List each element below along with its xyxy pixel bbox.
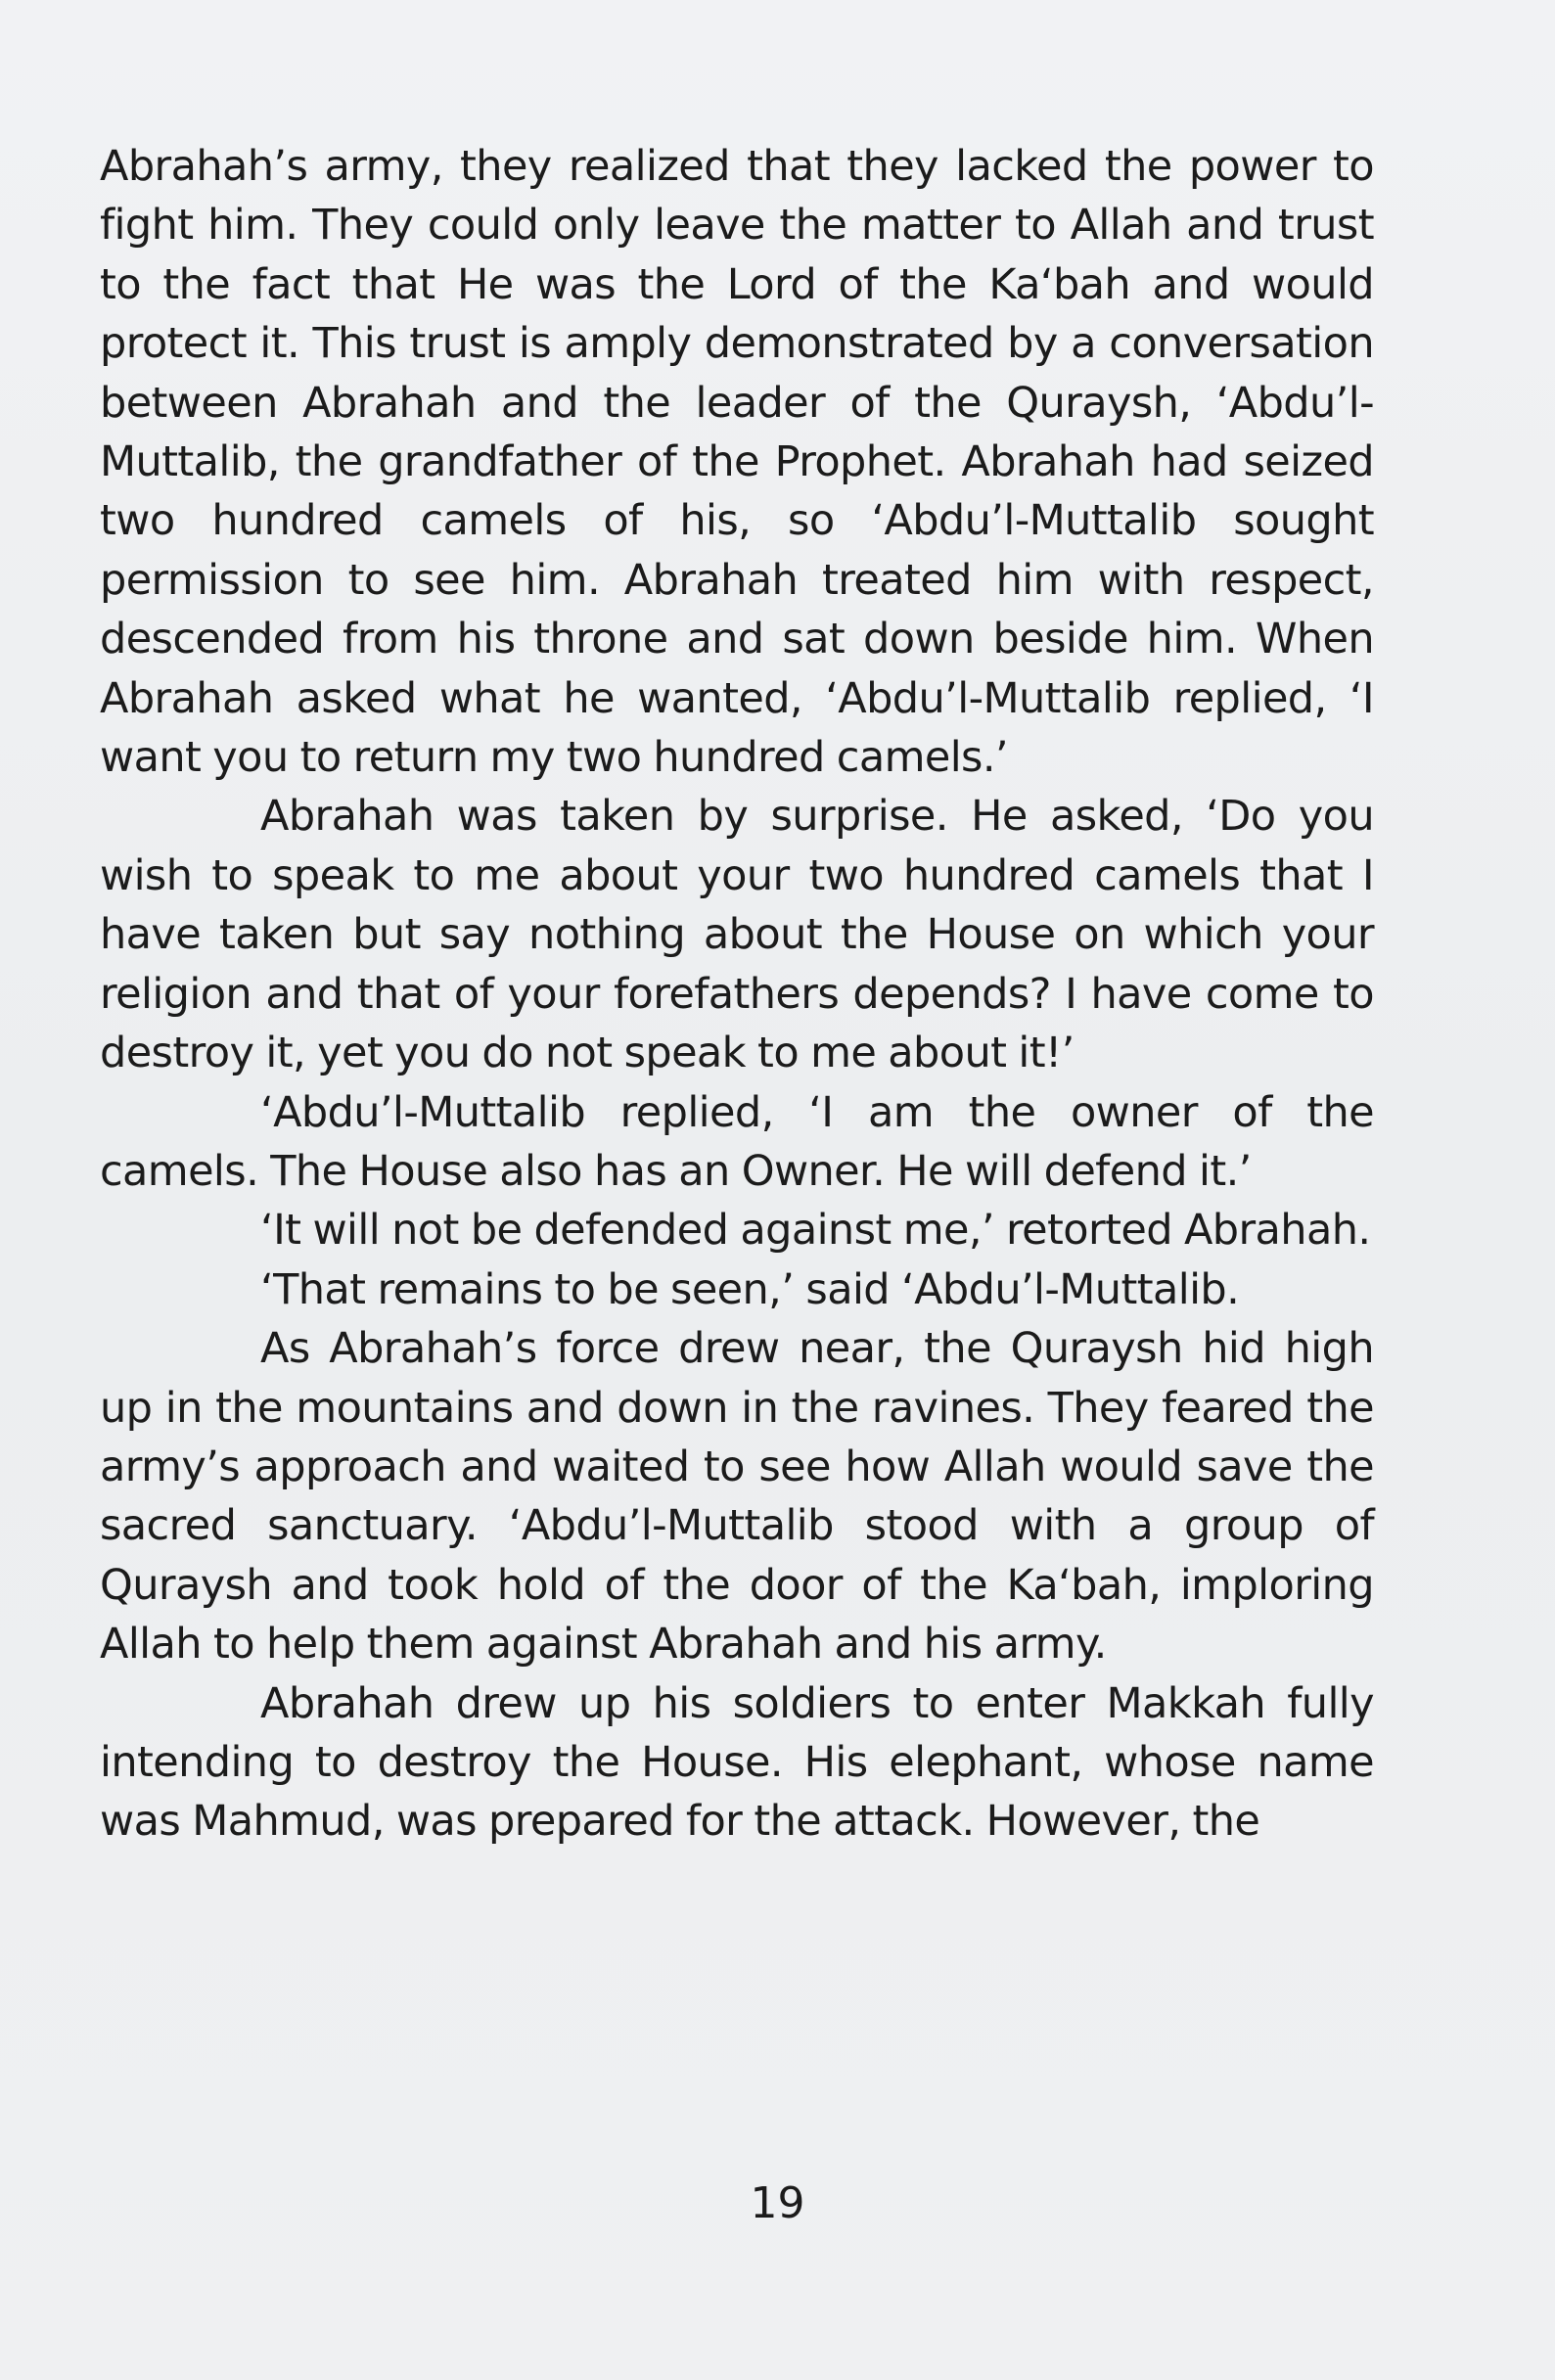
paragraph-2: Abrahah was taken by surprise. He asked, ‘Do you wish to speak to me about your two hundred camels that I have taken but say nothing about the House on which your religion and that of your forefathers depends? I have come to destroy it, yet you do not speak to me about it!’ xyxy=(100,792,1374,1078)
paragraph-5: ‘That remains to be seen,’ said ‘Abdu’l-Muttalib. xyxy=(260,1264,1240,1314)
paragraph-6: As Abrahah’s force drew near, the Quraysh hid high up in the mountains and down in the ravines. They feared the army’s approach and waited to see how Allah would save the sacred sanctuary. ‘Abdu’l-Muttalib stood with a group of Quraysh and took hold of the door of the Ka‘bah, imploring Allah to help them against Abrahah and his army. xyxy=(100,1324,1374,1670)
paragraph-3: ‘Abdu’l-Muttalib replied, ‘I am the owner of the camels. The House also has an Owner. He will defend it.’ xyxy=(100,1087,1374,1196)
paragraph-7: Abrahah drew up his soldiers to enter Makkah fully intending to destroy the House. His elephant, whose name was Mahmud, was prepared for the attack. However, the xyxy=(100,1678,1374,1847)
body-text xyxy=(100,137,1374,1852)
page-number: 19 xyxy=(750,2178,805,2228)
paragraph-1: Abrahah’s army, they realized that they lacked the power to fight him. They could only leave the matter to Allah and trust to the fact that He was the Lord of the Ka‘bah and would protect it. This trust is amply demonstrated by a conversation between Abrahah and the leader of the Quraysh, ‘Abdu’l-Muttalib, the grandfather of the Prophet. Abrahah had seized two hundred camels of his, so ‘Abdu’l-Muttalib sought permission to see him. Abrahah treated him with respect, descended from his throne and sat down beside him. When Abrahah asked what he wanted, ‘Abdu’l-Muttalib replied, ‘I want you to return my two hundred camels.’ xyxy=(100,142,1374,783)
paragraph-4: ‘It will not be defended against me,’ retorted Abrahah. xyxy=(260,1206,1371,1256)
